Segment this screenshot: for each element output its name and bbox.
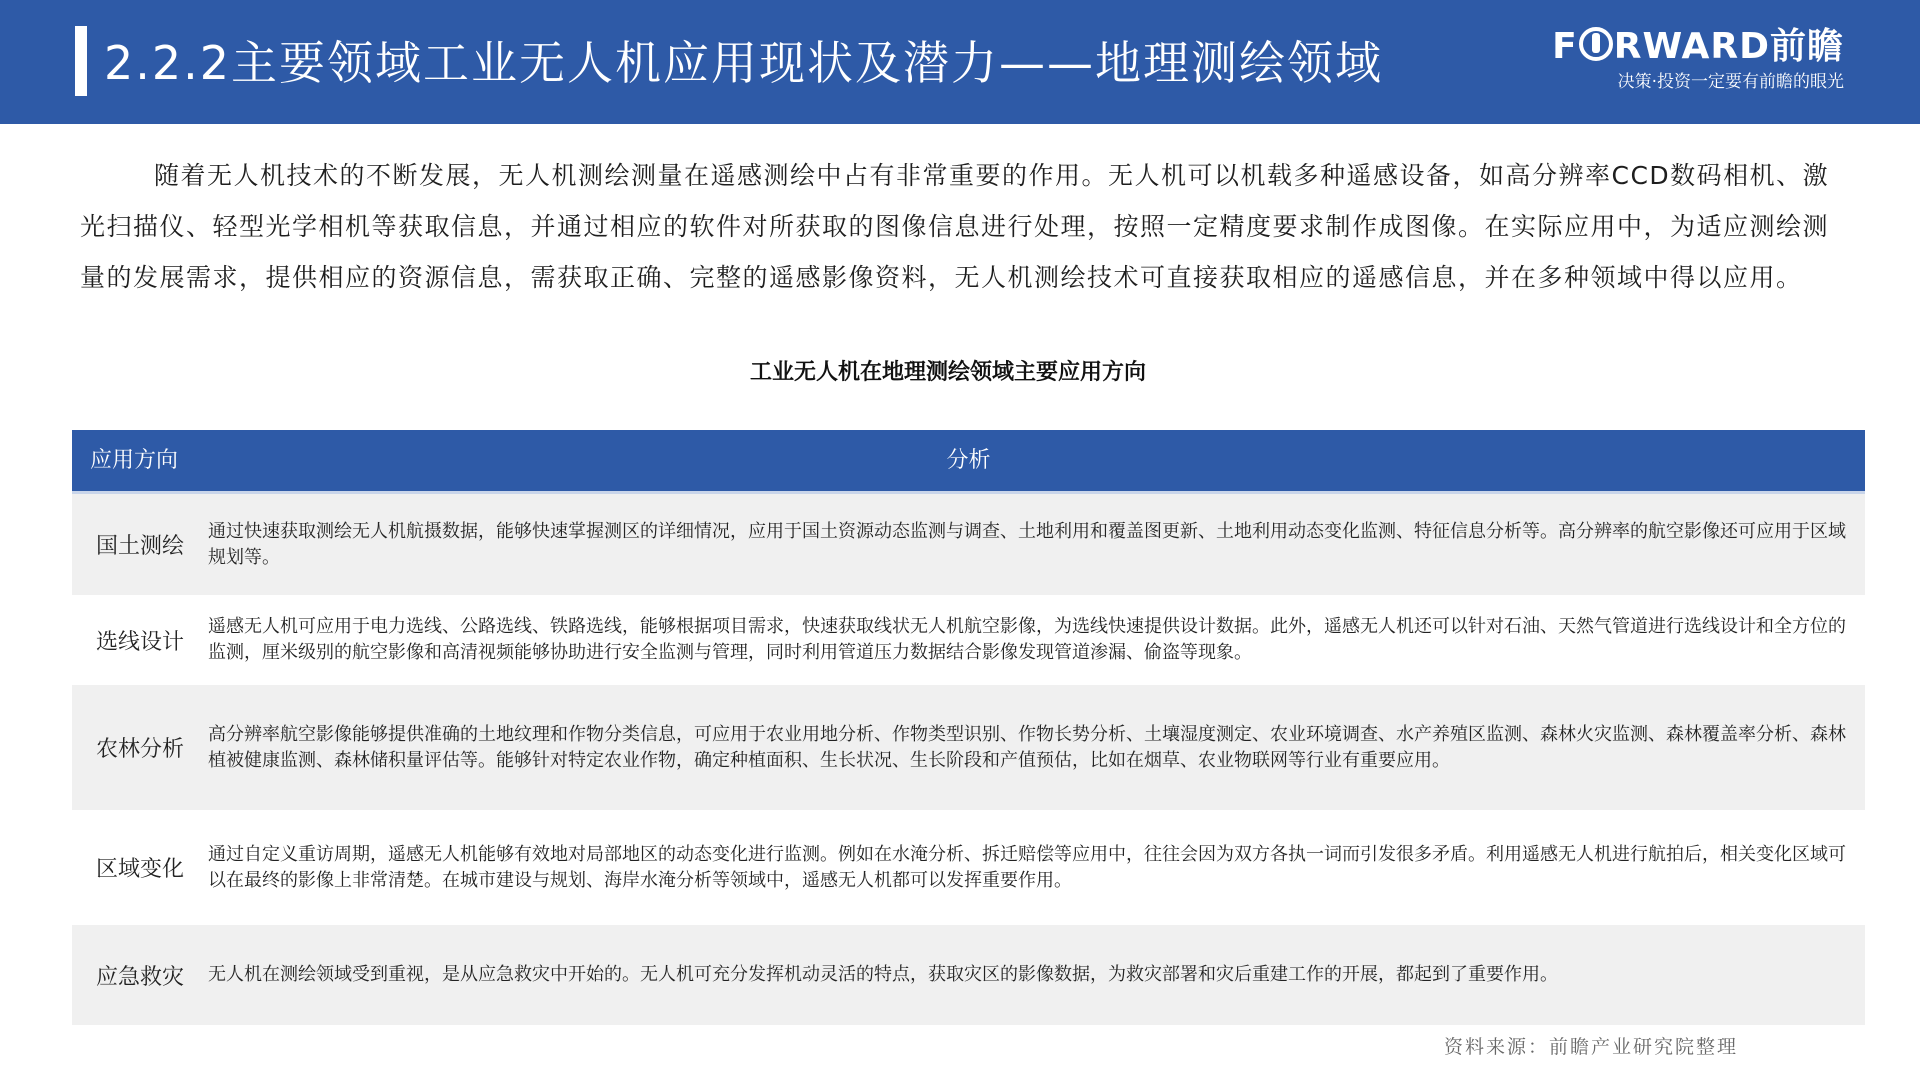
table-row — [72, 494, 1865, 595]
row-analysis: 高分辨率航空影像能够提供准确的土地纹理和作物分类信息，可应用于农业用地分析、作物类型识别、作物长势分析、土壤湿度测定、农业环境调查、水产养殖区监测、森林火灾监测、森林覆盖率分析、森林植被健康监测、森林储积量评估等。能够针对特定农业作物，确定种植面积、生长状况、生长阶段和产值预估，比如在烟草、农业物联网等行业有重要应用。 — [208, 723, 1846, 771]
header-direction: 应用方向 — [90, 448, 179, 473]
logo-brand-pre: F — [1552, 26, 1578, 67]
table-row — [72, 810, 1865, 925]
application-table — [72, 430, 1865, 1025]
row-analysis: 无人机在测绘领域受到重视，是从应急救灾中开始的。无人机可充分发挥机动灵活的特点，获取灾区的影像数据，为救灾部署和灾后重建工作的开展，都起到了重要作用。 — [208, 964, 1558, 985]
row-analysis: 通过自定义重访周期，遥感无人机能够有效地对局部地区的动态变化进行监测。例如在水淹分析、拆迁赔偿等应用中，往往会因为双方各执一词而引发很多矛盾。利用遥感无人机进行航拍后，相关变化区域可以在最终的影像上非常清楚。在城市建设与规划、海岸水淹分析等领域中，遥感无人机都可以发挥重要作用。 — [208, 843, 1846, 891]
row-direction: 农林分析 — [95, 737, 184, 762]
header-bar — [0, 0, 1920, 124]
table-row — [72, 595, 1865, 685]
page-title: 2.2.2主要领域工业无人机应用现状及潜力——地理测绘领域 — [104, 36, 1384, 90]
intro-paragraph: 随着无人机技术的不断发展，无人机测绘测量在遥感测绘中占有非常重要的作用。无人机可以机载多种遥感设备，如高分辨率CCD数码相机、激光扫描仪、轻型光学相机等获取信息，并通过相应的软件对所获取的图像信息进行处理，按照一定精度要求制作成图像。在实际应用中，为适应测绘测量的发展需求，提供相应的资源信息，需获取正确、完整的遥感影像资料，无人机测绘技术可直接获取相应的遥感信息，并在多种领域中得以应用。 — [80, 161, 1830, 292]
table-header — [72, 430, 1865, 494]
row-analysis: 通过快速获取测绘无人机航摄数据，能够快速掌握测区的详细情况，应用于国土资源动态监测与调查、土地利用和覆盖图更新、土地利用动态变化监测、特征信息分析等。高分辨率的航空影像还可应用于区域规划等。 — [208, 520, 1846, 568]
row-direction: 选线设计 — [95, 629, 184, 655]
row-direction: 应急救灾 — [95, 964, 184, 990]
row-analysis: 遥感无人机可应用于电力选线、公路选线、铁路选线，能够根据项目需求，快速获取线状无人机航空影像，为选线快速提供设计数据。此外，遥感无人机还可以针对石油、天然气管道进行选线设计和全方位的监测，厘米级别的航空影像和高清视频能够协助进行安全监测与管理，同时利用管道压力数据结合影像发现管道渗漏、偷盗等现象。 — [208, 616, 1846, 663]
row-direction: 国土测绘 — [95, 534, 184, 559]
table-title: 工业无人机在地理测绘领域主要应用方向 — [749, 360, 1146, 385]
table-row — [72, 685, 1865, 810]
logo-slogan: 决策·投资一定要有前瞻的眼光 — [1617, 72, 1844, 92]
table-row — [72, 925, 1865, 1025]
logo-brand-post: RWARD前瞻 — [1613, 26, 1844, 67]
logo-brand — [1544, 24, 1844, 69]
title-accent-bar — [75, 26, 87, 96]
header-analysis: 分析 — [946, 448, 991, 473]
source-note: 资料来源：前瞻产业研究院整理 — [1443, 1036, 1738, 1058]
logo-ring-icon — [1579, 27, 1613, 61]
row-direction: 区域变化 — [95, 857, 184, 882]
brand-logo — [1544, 24, 1844, 104]
